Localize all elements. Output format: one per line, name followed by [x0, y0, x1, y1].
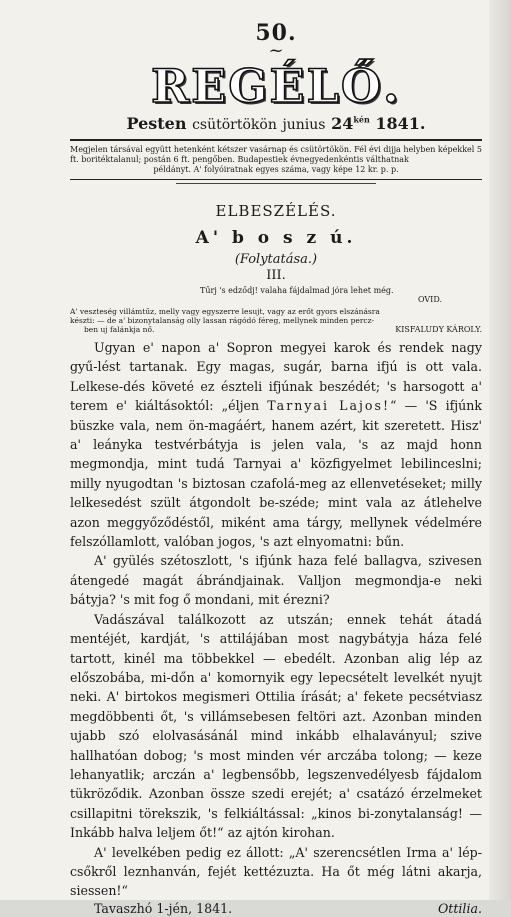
dateline-month: junius [282, 117, 326, 133]
subscription-line-2: képekkel 5 ft. boritéktalanul; postán 6 ft. pengőben. Budapestiek évnegyedenkéntis válthatnak [70, 145, 482, 164]
article-body [70, 338, 482, 917]
facing-page-edge [489, 0, 511, 900]
ornament-flourish: ~ [268, 40, 284, 61]
motto-ovid-text: Tűrj 's edződj! valaha fájdalmad jóra lehet még. [200, 286, 394, 295]
motto-kisfaludy-line-1: A' veszteség villámtűz, melly vagy egyszerre lesujt, vagy az erőt gyors elszánásra [70, 307, 380, 316]
article-title: A' b o s z ú. [195, 228, 357, 248]
paragraph-2: A' gyülés szétoszlott, 's ifjúnk haza felé ballagva, szivesen átengedé magát ábrándjainak. Valljon megmondja-e neki bátyja? 's mit fog ő mondani, mit érezni? [70, 553, 482, 608]
dateline-day-suffix: kén [353, 114, 370, 125]
paragraph-1-end: “ — 'S ifjúnk büszke vala, nem ön-magáért, hanem azért, kit szeretett. Hisz' a' leányka testvérbátyja is jelen vala, 's az majd honn megmondja, mint tudá Tarnyai a' közfigyelmet lebilinceslni; milly nyugodtan 's biztosan czafolá-meg az ellenvetéseket; milly lelkesedést szült átgondolt be-széde; mint vala az átlehelve azon meggyőződéstől, miként ama tárgy, mellynek védelmére felszóllamlott, valóban jogos, 's azt elnyomatni: bűn. [70, 398, 483, 550]
motto-kisfaludy-line-2: készti: — de a' bizonytalanság olly lassan rágódó féreg, mellynek minden percz- [70, 316, 375, 325]
subscription-line-3: példányt. A' folyóiratnak egyes száma, vagy képe 12 kr. p. p. [153, 165, 399, 174]
paragraph-1-start: Ugyan e' napon a' Sopron megyei karok és rendek nagy gyű-lést tartanak. Egy magas, sugár, barna ifjú is ott vala. Lelkese-dés követé ez észteli ifjúnak beszédét; 's harsogott a' terem e' kiáltásoktól: „éljen [70, 340, 482, 414]
paragraph-1-name: Tarnyai Lajos! [267, 398, 391, 414]
letter-signature: Ottilia. [437, 900, 482, 916]
dateline [70, 114, 482, 133]
motto-kisfaludy [70, 307, 482, 334]
dateline-day: 24 [331, 114, 354, 133]
header-rule [70, 139, 482, 141]
dateline-weekday: csütörtökön [192, 117, 277, 133]
paragraph-4: A' levelkében pedig ez állott: „A' szerencsétlen Irma a' lép-csőkről leznhanván, fejét kettézuzta. Ha őt még látni akarja, siessen!“ [70, 844, 482, 899]
letter-place-date: Tavaszhó 1-jén, 1841. [94, 900, 233, 916]
dateline-year: 1841. [375, 114, 426, 133]
paragraph-3: Vadászával találkozott az utszán; ennek tehát átadá mentéjét, kardját, 's attilájában most nagybátyja háza felé tartott, kinél ma többekkel — ebedélt. Azonban alig lép az előszobába, mi-dőn a' komornyik egy lepecsételt levelkét nyujt neki. A' birtokos megismeri Ottilia írását; a' fekete pecsétviasz megdöbbenti őt, 's villámsebesen feltöri azt. Azonban minden ujabb szó elolvasásánál mind inkább elhalaványul; szive hallhatóan dobog; 's most minden vér arczába tolong; — keze lehanyatlik; arczán a' legbensőbb, legszenvedélyesb fájdalom tükröződik. Azonban össze szedi erejét; a' csatázó érzelmeket csillapitni törekszik, 's felkiáltással: „kinos bi-zonytalanság! — Inkább halva leljem őt!“ az ajtón kirohan. [70, 611, 482, 841]
letter-closing [70, 901, 482, 917]
motto-ovid-author: OVID. [417, 295, 442, 304]
section-heading: ELBESZÉLÉS. [215, 202, 337, 220]
continued-note: (Folytatása.) [234, 252, 318, 267]
paragraph-1 [70, 338, 482, 551]
motto-ovid [70, 286, 482, 304]
issue-number: 50. [255, 20, 297, 46]
masthead-title: REGÉLŐ. [150, 59, 402, 113]
short-rule [176, 183, 376, 184]
part-number: III. [266, 268, 286, 283]
motto-kisfaludy-line-3: ben uj falánkja nő. [84, 325, 155, 334]
subscription-rule [70, 179, 482, 180]
subscription-notice [70, 145, 482, 175]
subscription-line-1: Megjelen társával együtt hetenként kétszer vasárnap és csütörtökön. Fél évi dijja helyben [70, 145, 436, 154]
masthead [70, 59, 482, 113]
motto-kisfaludy-author: KISFALUDY KÁROLY. [395, 325, 482, 334]
dateline-place: Pesten [126, 114, 187, 133]
page-column [70, 14, 482, 917]
